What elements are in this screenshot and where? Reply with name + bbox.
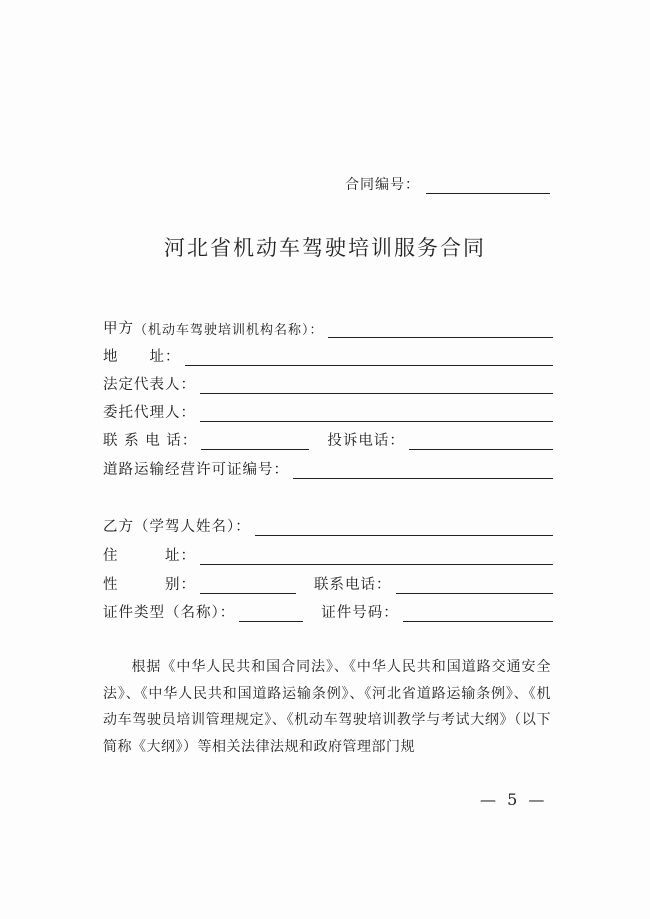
body-text: 根据《中华人民共和国合同法》、《中华人民共和国道路交通安全法》、《中华人民共和国道路运输条例》、《河北省道路运输条例》、《机动车驾驶员培训管理规定》、《机动车驾驶培训教学与考试大纲》（以下简称《大纲》）等相关法律法规和政府管理部门规: [103, 659, 551, 755]
party-b-gender-row: [103, 572, 553, 594]
party-b-address-label: 住 址：: [103, 548, 196, 564]
party-a-agent-row: [103, 400, 553, 422]
contract-number-field[interactable]: [426, 177, 550, 194]
party-b-id-type-label: 证件类型（名称）：: [103, 605, 236, 621]
party-a-address-row: [103, 344, 553, 366]
party-a-phone-row: [103, 428, 553, 450]
party-a-address-field[interactable]: [185, 349, 554, 366]
party-a-name-row: [103, 316, 553, 338]
party-b-phone-label: 联系电话：: [314, 577, 392, 593]
party-a-agent-field[interactable]: [200, 405, 553, 422]
contract-number-line: [345, 174, 550, 194]
party-a-address-label: 地 址：: [103, 349, 181, 365]
party-b-id-no-field[interactable]: [403, 605, 553, 622]
party-b-id-row: [103, 600, 553, 622]
party-a-license-row: [103, 457, 553, 479]
party-b-gender-field[interactable]: [200, 577, 296, 594]
party-a-label: 甲方: [103, 321, 134, 337]
party-b-address-row: [103, 543, 553, 565]
party-b-name-row: [103, 514, 553, 536]
body-paragraph: [103, 654, 551, 760]
party-a-note: （机动车驾驶培训机构名称）：: [134, 323, 324, 338]
party-a-legal-rep-field[interactable]: [200, 377, 553, 394]
contract-number-label: 合同编号：: [345, 177, 420, 193]
party-a-legal-rep-row: [103, 372, 553, 394]
party-b-name-field[interactable]: [255, 519, 553, 536]
party-b-id-type-field[interactable]: [239, 605, 303, 622]
party-a-phone-label: 联 系 电 话：: [103, 433, 198, 449]
party-a-complaint-label: 投诉电话：: [327, 433, 405, 449]
party-b-phone-field[interactable]: [396, 577, 554, 594]
party-a-phone-field[interactable]: [201, 433, 309, 450]
page-title: 河北省机动车驾驶培训服务合同: [164, 236, 486, 260]
party-a-license-field[interactable]: [293, 462, 553, 479]
party-b-id-no-label: 证件号码：: [321, 605, 399, 621]
party-a-legal-rep-label: 法定代表人：: [103, 377, 196, 393]
party-a-license-label: 道路运输经营许可证编号：: [103, 462, 289, 478]
page-number: — 5 —: [480, 790, 548, 809]
party-a-name-field[interactable]: [328, 321, 553, 338]
party-b-label: 乙方（学驾人姓名）：: [103, 519, 251, 535]
party-a-complaint-field[interactable]: [409, 433, 553, 450]
party-b-gender-label: 性 别：: [103, 577, 196, 593]
party-a-agent-label: 委托代理人：: [103, 405, 196, 421]
party-b-address-field[interactable]: [200, 548, 553, 565]
